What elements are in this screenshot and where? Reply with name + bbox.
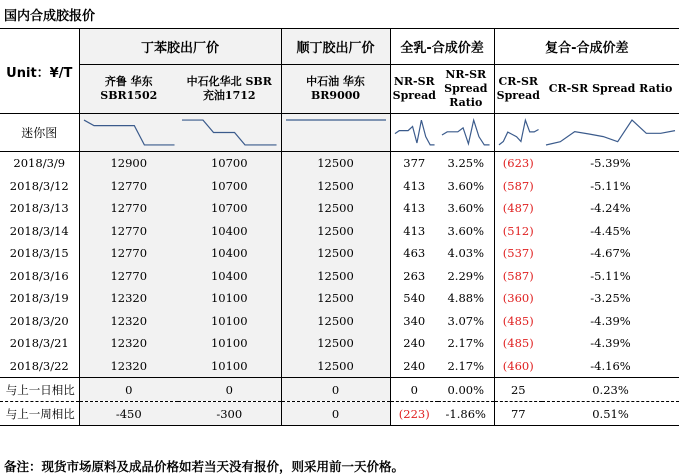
sparkline-nr-sr <box>391 114 439 151</box>
cell-sbr1502: 12320 <box>79 332 178 355</box>
cell-sbr1712: 10100 <box>178 332 281 355</box>
summary-nr-sr: 0 <box>390 378 438 402</box>
cell-sbr1502: 12320 <box>79 310 178 333</box>
cell-nr-sr: 413 <box>390 175 438 198</box>
cell-nr-sr: 240 <box>390 332 438 355</box>
cell-sbr1712: 10400 <box>178 265 281 288</box>
cell-sbr1712: 10100 <box>178 355 281 378</box>
summary-label: 与上一周相比 <box>0 402 79 426</box>
cell-br9000: 12500 <box>281 355 390 378</box>
col-header-cr-sr-ratio: CR-SR Spread Ratio <box>542 65 679 114</box>
cell-sbr1712: 10400 <box>178 220 281 243</box>
cell-nr-sr: 463 <box>390 242 438 265</box>
cell-cr-ratio: -4.45% <box>590 223 631 238</box>
col-header-sbr1502-line2: SBR1502 <box>100 89 158 102</box>
cell-nr-ratio: 2.17% <box>447 336 485 351</box>
cell-cr-sr: (487) <box>494 197 542 220</box>
summary-cr-sr: 25 <box>494 378 542 402</box>
row-date: 2018/3/9 <box>0 152 79 175</box>
cell-sbr1502: 12320 <box>79 287 178 310</box>
table-row <box>0 287 679 310</box>
sparkline-cell-cr-ratio <box>542 114 679 152</box>
table-row <box>0 220 679 243</box>
cell-sbr1712: 10100 <box>178 310 281 333</box>
col-header-cr-sr-spread-line1: CR-SR <box>498 75 539 88</box>
cell-br9000: 12500 <box>281 152 390 175</box>
sparkline-path <box>83 120 174 145</box>
footer-note: 备注：现货市场原料及成品价格如若当天没有报价，则采用前一天价格。 <box>4 459 405 474</box>
cell-br9000: 12500 <box>281 310 390 333</box>
cell-cr-ratio: -4.39% <box>590 336 631 351</box>
cell-cr-ratio: -4.67% <box>590 246 631 261</box>
table-row <box>0 242 679 265</box>
cell-nr-sr: 240 <box>390 355 438 378</box>
summary-row <box>0 378 679 402</box>
cell-cr-sr: (512) <box>494 220 542 243</box>
cell-nr-ratio: 3.60% <box>447 178 485 193</box>
cell-cr-ratio: -5.11% <box>590 178 631 193</box>
summary-label: 与上一日相比 <box>0 378 79 402</box>
cell-cr-sr: (485) <box>494 310 542 333</box>
col-header-cr-sr-spread <box>494 65 542 114</box>
cell-cr-sr: (587) <box>494 175 542 198</box>
summary-nr-ratio: -1.86% <box>438 402 494 426</box>
cell-nr-sr: 413 <box>390 197 438 220</box>
cell-nr-ratio: 2.17% <box>447 358 485 373</box>
cell-cr-sr: (485) <box>494 332 542 355</box>
cell-cr-sr: (360) <box>494 287 542 310</box>
row-date: 2018/3/16 <box>9 268 69 283</box>
sparkline-cell-sbr1712 <box>178 114 281 152</box>
cell-nr-sr: 340 <box>390 310 438 333</box>
summary-nr-sr: (223) <box>390 402 438 426</box>
col-header-sbr1712-line1: 中石化华北 SBR <box>186 75 272 88</box>
cell-nr-ratio: 3.07% <box>447 313 485 328</box>
sparkline-path <box>498 120 538 145</box>
sparkline-path <box>546 120 675 145</box>
table-title: 国内合成胶报价 <box>4 9 96 24</box>
cell-sbr1712: 10100 <box>178 287 281 310</box>
cell-nr-sr: 540 <box>390 287 438 310</box>
cell-cr-ratio: -3.25% <box>590 291 631 306</box>
cell-nr-ratio: 3.60% <box>447 201 485 216</box>
cell-nr-sr: 377 <box>390 152 438 175</box>
cell-br9000: 12500 <box>281 197 390 220</box>
col-header-br9000 <box>281 65 390 114</box>
sparkline-path <box>182 120 277 145</box>
summary-cr-ratio: 0.51% <box>542 402 679 426</box>
price-table <box>0 28 679 426</box>
sbr-group-header: 丁苯胶出厂价 <box>79 29 281 65</box>
summary-br9000: 0 <box>281 402 390 426</box>
cell-cr-ratio: -4.16% <box>590 358 631 373</box>
summary-br9000: 0 <box>281 378 390 402</box>
summary-cr-ratio: 0.23% <box>542 378 679 402</box>
cell-br9000: 12500 <box>281 265 390 288</box>
col-header-sbr1502-line1: 齐鲁 华东 <box>104 75 153 88</box>
sparkline-cr-ratio <box>542 114 679 151</box>
cell-cr-sr: (460) <box>494 355 542 378</box>
table-row <box>0 355 679 378</box>
cell-nr-ratio: 2.29% <box>447 268 485 283</box>
cell-nr-ratio: 4.03% <box>447 246 485 261</box>
summary-row <box>0 402 679 426</box>
cell-nr-sr: 263 <box>390 265 438 288</box>
row-date: 2018/3/19 <box>9 291 69 306</box>
col-header-cr-sr-spread-line2: Spread <box>496 89 540 102</box>
sparkline-sbr1712 <box>178 114 281 151</box>
row-date: 2018/3/13 <box>9 201 69 216</box>
data-rows <box>0 152 679 378</box>
sparkline-cell-br9000 <box>281 114 390 152</box>
cell-br9000: 12500 <box>281 220 390 243</box>
table-row <box>0 197 679 220</box>
sparkline-cell-sbr1502 <box>79 114 178 152</box>
col-header-nr-sr-ratio-line1: NR-SR <box>445 68 487 81</box>
col-header-nr-sr-spread-line2: Spread <box>392 89 436 102</box>
cell-nr-ratio: 3.25% <box>438 152 494 175</box>
unit-header <box>0 29 79 114</box>
cell-sbr1502: 12770 <box>79 197 178 220</box>
sparkline-cr-sr <box>495 114 543 151</box>
cell-cr-sr: (623) <box>494 152 542 175</box>
cell-br9000: 12500 <box>281 242 390 265</box>
cell-sbr1502: 12900 <box>79 152 178 175</box>
unit-label: Unit：¥/T <box>6 65 73 81</box>
cr-sr-group-header: 复合-合成价差 <box>494 29 679 65</box>
summary-sbr1502: -450 <box>79 402 178 426</box>
cell-nr-ratio: 3.60% <box>447 223 485 238</box>
summary-rows <box>0 378 679 426</box>
table-row <box>0 175 679 198</box>
sparkline-sbr1502 <box>80 114 179 151</box>
table-row <box>0 152 679 175</box>
cell-sbr1712: 10700 <box>178 197 281 220</box>
row-date: 2018/3/12 <box>9 178 69 193</box>
col-header-sbr1712-line2: 充油1712 <box>202 89 256 102</box>
col-header-nr-sr-ratio <box>438 65 494 114</box>
sparkline-cell-nr-ratio <box>438 114 494 152</box>
cell-nr-ratio: 4.88% <box>447 291 485 306</box>
col-header-nr-sr-spread-line1: NR-SR <box>393 75 435 88</box>
col-header-nr-sr-ratio-line2: Spread <box>444 82 488 95</box>
col-header-sbr1712 <box>178 65 281 114</box>
sparkline-nr-ratio <box>438 114 494 151</box>
summary-sbr1712: -300 <box>178 402 281 426</box>
cell-sbr1712: 10400 <box>178 242 281 265</box>
cell-br9000: 12500 <box>281 287 390 310</box>
cell-br9000: 12500 <box>281 332 390 355</box>
row-date: 2018/3/15 <box>9 246 69 261</box>
sparkline-cell-cr-sr <box>494 114 542 152</box>
sparkline-cell-nr-sr <box>390 114 438 152</box>
row-date: 2018/3/21 <box>9 336 69 351</box>
cell-sbr1502: 12770 <box>79 242 178 265</box>
mini-chart-label: 迷你图 <box>0 114 79 152</box>
col-header-nr-sr-ratio-line3: Ratio <box>449 96 483 109</box>
cell-cr-ratio: -4.24% <box>590 201 631 216</box>
cell-sbr1712: 10700 <box>178 175 281 198</box>
col-header-br9000-line2: BR9000 <box>310 89 361 102</box>
cell-cr-ratio: -5.11% <box>590 268 631 283</box>
sparkline-path <box>394 120 434 145</box>
cell-br9000: 12500 <box>281 175 390 198</box>
sparkline-path <box>442 120 490 145</box>
row-date: 2018/3/22 <box>9 358 69 373</box>
col-header-sbr1502 <box>79 65 178 114</box>
col-header-nr-sr-spread <box>390 65 438 114</box>
nr-sr-group-header: 全乳-合成价差 <box>390 29 494 65</box>
cell-cr-ratio: -4.39% <box>590 313 631 328</box>
cell-nr-sr: 413 <box>390 220 438 243</box>
summary-cr-sr: 77 <box>494 402 542 426</box>
cell-sbr1502: 12320 <box>79 355 178 378</box>
cell-sbr1502: 12770 <box>79 175 178 198</box>
summary-sbr1712: 0 <box>178 378 281 402</box>
summary-nr-ratio: 0.00% <box>438 378 494 402</box>
row-date: 2018/3/20 <box>9 313 69 328</box>
cell-cr-sr: (537) <box>494 242 542 265</box>
cell-cr-ratio: -5.39% <box>542 152 679 175</box>
row-date: 2018/3/14 <box>9 223 69 238</box>
cell-cr-sr: (587) <box>494 265 542 288</box>
col-header-br9000-line1: 中石油 华东 <box>306 75 365 88</box>
table-row <box>0 332 679 355</box>
sparkline-br9000 <box>282 114 390 151</box>
cell-sbr1502: 12770 <box>79 265 178 288</box>
cell-sbr1502: 12770 <box>79 220 178 243</box>
cell-sbr1712: 10700 <box>178 152 281 175</box>
table-row <box>0 265 679 288</box>
summary-sbr1502: 0 <box>79 378 178 402</box>
table-row <box>0 310 679 333</box>
br-group-header: 顺丁胶出厂价 <box>281 29 390 65</box>
